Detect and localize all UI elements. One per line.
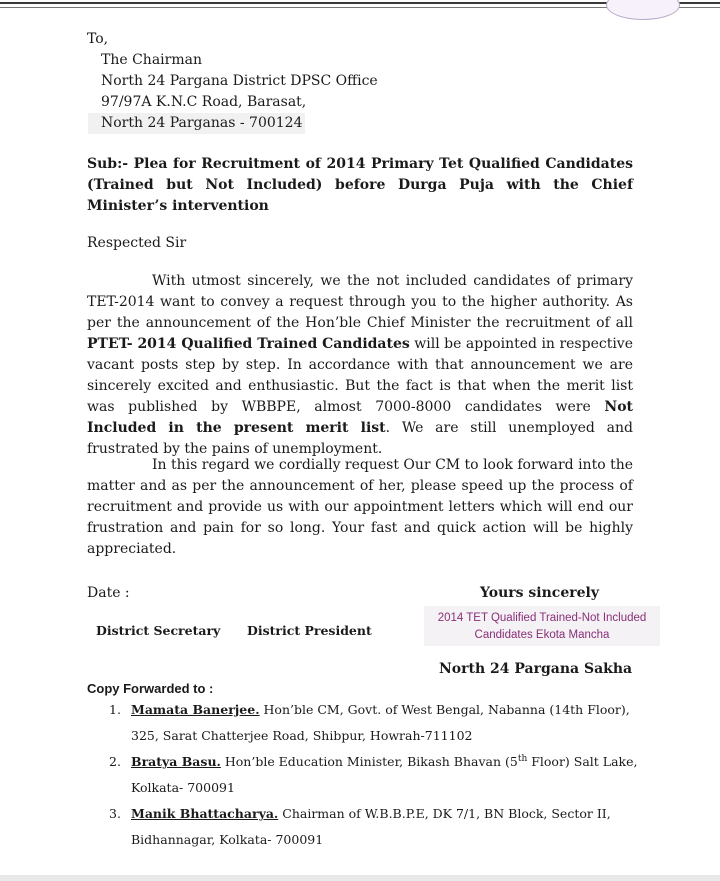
district-president-label: District President [247,623,372,638]
page-bottom-edge [0,875,720,881]
subject-line: Sub:- Plea for Recruitment of 2014 Primary Tet Qualified Candidates (Trained but Not Included) before Durga Puja with the Chief Minister’s intervention [87,156,633,214]
recipient-address [88,50,378,134]
sakha-signature: North 24 Pargana Sakha [439,661,633,677]
stamp-line: 2014 TET Qualified Trained-Not Included [437,612,647,624]
address-line: The Chairman [101,52,202,68]
stamp-line: Candidates Ekota Mancha [474,629,610,641]
body-paragraph-1: With utmost sincerely, we the not included candidates of primary TET-2014 want to convey a request through you to the higher authority. As per the announcement of the Hon’ble Chief Minister the recruitment of all PTET- 2014 Qualified Trained Candidates will be appointed in respective vacant posts step by step. In accordance with that announcement we are sincerely excited and enthusiastic. But the fact is that when the merit list was published by WBBPE, almost 7000-8000 candidates were Not Included in the present merit list. We are still unemployed and frustrated by the pains of unemployment. [87,273,633,457]
recipient-to: To, [87,31,109,47]
address-line: 97/97A K.N.C Road, Barasat, [101,94,307,110]
copy-recipient-name: Mamata Banerjee. [131,702,260,717]
copy-item-2: 2. Bratya Basu. Hon’ble Education Minister, Bikash Bhavan (5th Floor) Salt Lake, Kolkata- 700091 [109,753,638,795]
address-line: North 24 Parganas - 700124 [88,113,305,134]
closing-yours-sincerely: Yours sincerely [480,585,599,601]
copy-recipient-name: Manik Bhattacharya. [131,806,279,821]
copy-item-3: 3. Manik Bhattacharya. Chairman of W.B.B.P.E, DK 7/1, BN Block, Sector II, Bidhannagar, Kolkata- 700091 [109,806,611,847]
seal-stamp-image [606,0,680,20]
highlight-ptet: PTET- 2014 Qualified Trained Candidates [87,336,410,352]
date-label: Date : [87,585,130,601]
copy-recipient-name: Bratya Basu. [131,754,221,769]
salutation: Respected Sir [87,235,187,251]
copy-forwarded-title: Copy Forwarded to : [87,681,214,696]
organization-stamp [424,606,660,646]
copy-item-1: 1. Mamata Banerjee. Hon’ble CM, Govt. of West Bengal, Nabanna (14th Floor), 325, Sarat Chatterjee Road, Shibpur, Howrah-711102 [109,702,630,743]
address-line: North 24 Pargana District DPSC Office [101,73,378,89]
body-paragraph-2: In this regard we cordially request Our CM to look forward into the matter and as per the announcement of her, please speed up the process of recruitment and provide us with our appointment letters which will end our frustration and pain for so long. Your fast and quick action will be highly appreciated. [87,457,633,557]
highlight-not-included: Not Included in the present merit list [87,399,633,436]
district-secretary-label: District Secretary [96,623,221,638]
